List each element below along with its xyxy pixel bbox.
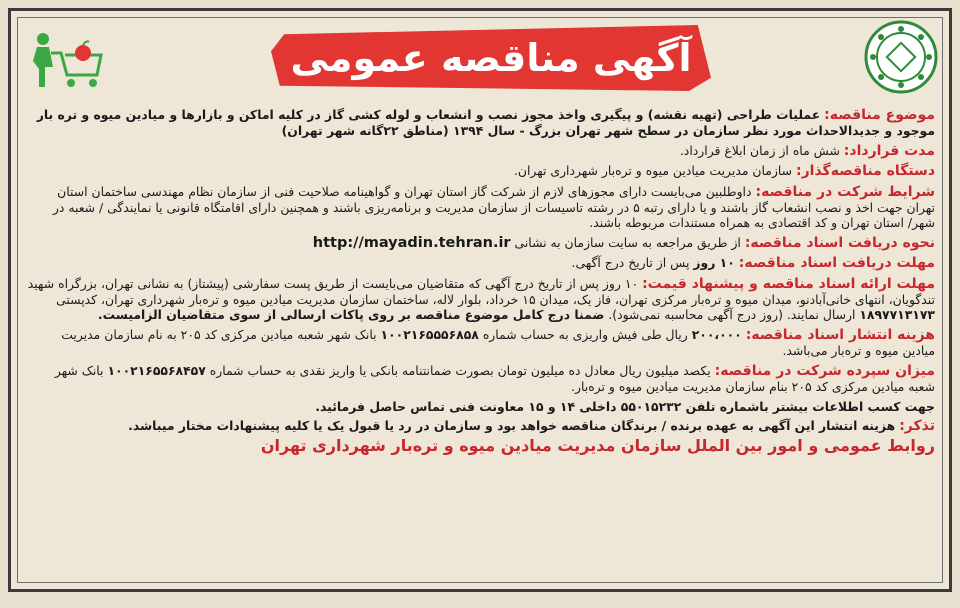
postal-code: ۱۸۹۷۷۱۳۱۷۳: [859, 307, 935, 323]
receive-method-text: از طریق مراجعه به سایت سازمان به نشانی: [514, 234, 741, 250]
contact-section: جهت کسب اطلاعات بیشتر باشماره تلفن ۵۵۰۱۵۲۳۲ داخلی ۱۴ و ۱۵ معاونت فنی تماس حاصل فرمائید.: [315, 398, 935, 414]
municipality-emblem-icon: [863, 19, 939, 95]
publish-cost-label: هزینه انتشار اسناد مناقصه:: [745, 326, 935, 343]
conditions-section: [25, 184, 935, 231]
duration-text: شش ماه از زمان ابلاغ قرارداد.: [679, 142, 840, 158]
receive-deadline-days: ۱۰ روز: [693, 255, 735, 271]
publish-cost-text: ریال طی فیش واریزی به حساب شماره: [482, 326, 688, 342]
guarantee-text: یکصد میلیون ریال معادل ده میلیون تومان بصورت ضمانتنامه بانکی یا واریز نقدی به حساب شماره: [209, 362, 711, 378]
organizer-text: سازمان مدیریت میادین میوه و تره‌بار شهرداری تهران.: [513, 163, 793, 179]
conditions-text: داوطلبین می‌بایست دارای مجوزهای لازم از شرکت گاز استان تهران و گواهینامه صلاحیت فنی از سازمان نظام مهندسی ساختمان استان تهران جهت اخذ و نصب انشعاب گاز باشند و یا دارای رتبه ۵ در رشته تاسیسات از سازمان مدیریت و برنامه‌ریزی باشند و همچنین دارای اقامتگاه قانونی یا نمایندگی / شعبه در شهر/ استان تهران و کد اقتصادی به همراه مستندات مربوطه باشند.: [52, 183, 935, 231]
submit-deadline-section: [25, 276, 935, 323]
shopping-cart-man-icon: [23, 31, 105, 89]
receive-method-section: [25, 235, 935, 251]
content: [25, 107, 935, 454]
receive-deadline-label: مهلت دریافت اسناد مناقصه:: [738, 255, 935, 272]
note-label: تذکر:: [899, 417, 935, 434]
organizer-section: [25, 163, 935, 179]
duration-section: [25, 143, 935, 159]
website-link[interactable]: http://mayadin.tehran.ir: [312, 234, 511, 251]
tender-advertisement: [8, 8, 952, 592]
page-title: آگهی مناقصه عمومی: [290, 36, 692, 80]
receive-deadline-text: پس از تاریخ درج آگهی.: [571, 255, 690, 271]
note-text: هزینه انتشار این آگهی به عهده برنده / برندگان مناقصه خواهد بود و سازمان در رد یا قبول یک یا کلیه پیشنهادات مختار میباشد.: [128, 417, 896, 433]
title-banner: [271, 25, 711, 91]
receive-deadline-section: [25, 255, 935, 271]
note-section: [25, 418, 935, 434]
publish-cost-text-2: بانک شهر شعبه میادین مرکزی کد ۲۰۵ به نام سازمان مدیریت میادین میوه و تره‌بار می‌باشد.: [61, 326, 935, 359]
subject-section: [25, 107, 935, 139]
duration-label: مدت قرارداد:: [843, 142, 935, 159]
publish-cost-section: [25, 327, 935, 359]
submit-deadline-note: ضمنا درج کامل موضوع مناقصه بر روی پاکات ارسالی از سوی متقاضیان الزامیست.: [97, 307, 605, 323]
receive-method-label: نحوه دریافت اسناد مناقصه:: [744, 234, 935, 251]
publish-cost-amount: ۲۰۰،۰۰۰: [691, 326, 742, 342]
footer-signature: روابط عمومی و امور بین الملل سازمان مدیریت میادین میوه و تره‌بار شهرداری تهران: [260, 436, 935, 456]
guarantee-section: [25, 363, 935, 395]
publish-cost-account: ۱۰۰۲۱۶۵۵۵۶۸۵۸: [380, 326, 479, 342]
subject-label: موضوع مناقصه:: [824, 107, 935, 123]
subject-text: عملیات طراحی (تهیه نقشه) و پیگیری واخذ مجوز نصب و انشعاب و لوله کشی گاز در کلیه اماکن و بازارها و میادین میوه و تره بار موجود و جدیدالاحداث مورد نظر سازمان در سطح شهر تهران بزرگ - سال ۱۳۹۴ (مناطق ۲۲گانه شهر تهران): [36, 107, 935, 139]
guarantee-label: میزان سپرده شرکت در مناقصه:: [714, 362, 935, 379]
organizer-label: دستگاه مناقصه‌گذار:: [796, 163, 935, 180]
submit-deadline-label: مهلت ارائه اسناد مناقصه و پیشنهاد قیمت:: [642, 275, 935, 292]
conditions-label: شرایط شرکت در مناقصه:: [755, 183, 935, 200]
submit-deadline-text-2: ارسال نمایند. (روز درج آگهی محاسبه نمی‌شود).: [608, 307, 856, 323]
submit-deadline-text: ۱۰ روز پس از تاریخ درج آگهی که متقاضیان می‌بایست از طریق پست سفارشی (پیشتاز) به نشانی تهران، بزرگراه شهید تندگویان، انتهای خانی‌آبادنو، میدان میوه و تره‌بار مرکزی تهران، فاز یک، میدان ۱۵ خرداد، بلوار لاله، ساختمان سازمان مدیریت میادین میوه و تره‌بار شهرداری تهران، کدپستی: [27, 275, 935, 308]
guarantee-account: ۱۰۰۲۱۶۵۵۶۸۴۵۷: [107, 362, 206, 378]
guarantee-text-2: بانک شهر شعبه میادین مرکزی کد ۲۰۵ بنام سازمان مدیریت میادین میوه و تره‌بار.: [54, 362, 935, 395]
